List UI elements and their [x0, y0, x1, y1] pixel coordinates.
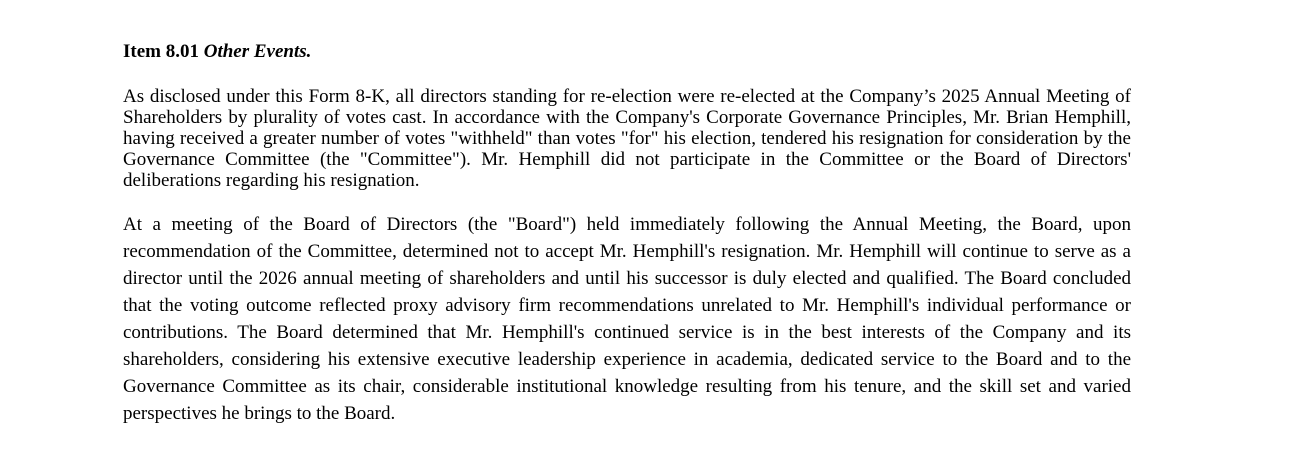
item-heading: [123, 40, 1131, 64]
document-body: [123, 40, 1131, 427]
paragraph-board-decision: At a meeting of the Board of Directors (the "Board") held immediately following the Annual Meeting, the Board, upon recommendation of the Committee, determined not to accept Mr. Hemphill's resignation. Mr. Hemphill will continue to serve as a director until the 2026 annual meeting of shareholders and until his successor is duly elected and qualified. The Board concluded that the voting outcome reflected proxy advisory firm recommendations unrelated to Mr. Hemphill's individual performance or contributions. The Board determined that Mr. Hemphill's continued service is in the best interests of the Company and its shareholders, considering his extensive executive leadership experience in academia, dedicated service to the Board and to the Governance Committee as its chair, considerable institutional knowledge resulting from his tenure, and the skill set and varied perspectives he brings to the Board.: [123, 214, 1131, 424]
paragraph-director-reelection: As disclosed under this Form 8-K, all directors standing for re-election were re-elected at the Company’s 2025 Annual Meeting of Shareholders by plurality of votes cast. In accordance with the Company's Corporate Governance Principles, Mr. Brian Hemphill, having received a greater number of votes "withheld" than votes "for" his election, tendered his resignation for consideration by the Governance Committee (the "Committee"). Mr. Hemphill did not participate in the Committee or the Board of Directors' deliberations regarding his resignation.: [123, 86, 1131, 191]
item-title: Other Events.: [203, 41, 312, 62]
item-number: Item 8.01: [123, 41, 199, 62]
